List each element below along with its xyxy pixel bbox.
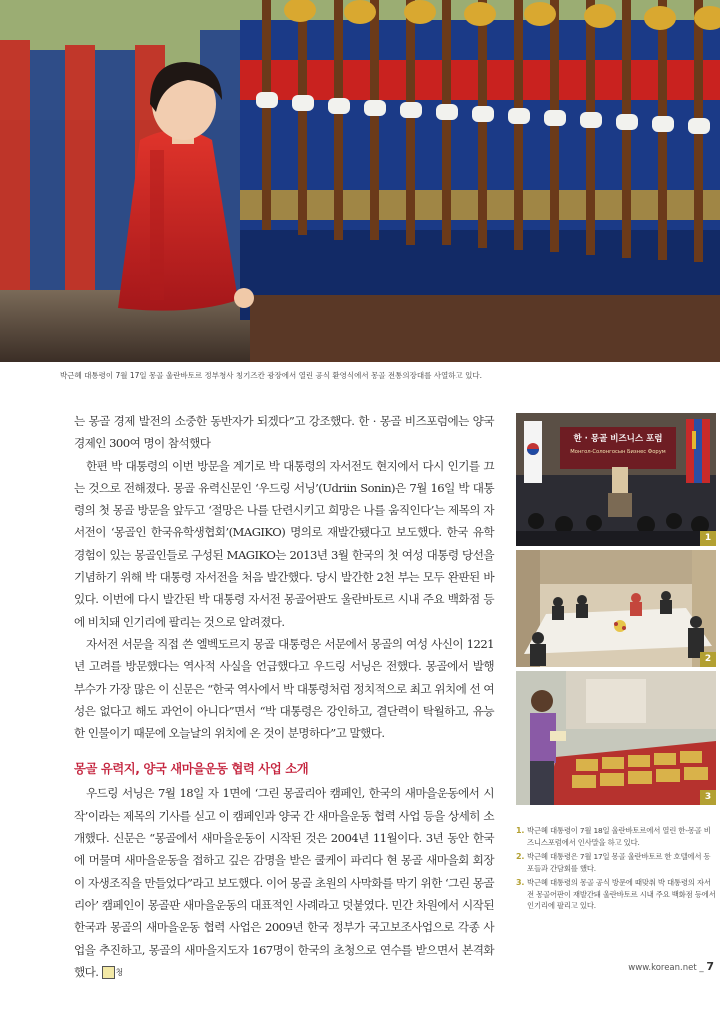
end-mark-icon: 청	[102, 966, 115, 979]
side-photo-3	[516, 671, 716, 805]
photo-captions	[516, 825, 716, 915]
banner-title: 한 · 몽골 비즈니스 포럼	[573, 434, 663, 444]
article-paragraph	[74, 782, 494, 983]
article-paragraph: 한편 박 대통령의 이번 방문을 계기로 박 대통령의 자서전도 현지에서 다시 인기를 끄는 것으로 전해졌다. 몽골 유력신문인 ‘우드링 서닝’(Udriin Sonin)은 7월 16일 박 대통령의 첫 몽골 방문을 앞두고 ‘절망은 나를 단련시키고 희망은 나를 움직인다’는 제목의 자서전이 ‘몽골인 한국유학생협회’(MAGIKO) 명의로 재발간됐다고 보도했다. 한국 유학 경험이 있는 몽골인들로 구성된 MAGIKO는 2013년 3월 한국의 첫 여성 대통령 당선을 기념하기 위해 박 대통령 자서전을 처음 발간했다. 당시 발간한 2천 부는 모두 완판된 바 있다. 이번에 다시 발간된 박 대통령 자서전 몽골어판도 울란바토르 시내 주요 백화점 등에 비치돼 인기리에 팔리는 것으로 알려졌다.	[74, 458, 494, 629]
photo-number-badge: 2	[700, 652, 716, 667]
reception-illustration	[516, 550, 716, 667]
photo-caption	[516, 825, 716, 848]
business-forum-illustration	[516, 413, 716, 546]
article-paragraph-text: 우드링 서닝은 7월 18일 자 1면에 ‘그린 몽골리아 캠페인, 한국의 새마을운동에서 시작’이라는 제목의 기사를 싣고 이 캠페인과 양국 간 새마을운동 협력 사업 등을 상세히 소개했다. 신문은 “몽골에서 새마을운동이 시작된 것은 2004년 11월이다. 3년 동안 한국에 머물며 새마을운동을 접하고 깊은 감명을 받은 쿨케이 파리다 현 몽골 새마을회 회장이 자생조직을 만들었다”라고 보도했다. 이어 몽골 초원의 사막화를 막기 위한 ‘그린 몽골리아’ 캠페인이 몽골판 새마을운동의 대표적인 사례라고 덧붙였다. 민간 차원에서 시작된 한국과 몽골의 새마을운동 협력 사업은 2009년 한국 정부가 국고보조사업으로 각종 사업을 추진하고, 몽골의 새마을지도자 167명이 한국의 초청으로 연수를 받으면서 본격화했다.	[74, 786, 494, 979]
honor-guard-illustration	[0, 0, 720, 362]
article-body	[74, 410, 494, 983]
side-photo-1	[516, 413, 716, 546]
photo-number-badge: 3	[700, 790, 716, 805]
caption-number: 1.	[516, 826, 525, 835]
side-photo-2	[516, 550, 716, 667]
page-footer: www.korean.net _ 7	[628, 960, 714, 973]
caption-text: 박근혜 대통령은 7월 17일 몽골 울란바토르 한 호텔에서 동포들과 간담회를 했다.	[527, 852, 711, 873]
banner-subtitle: Монгол-Солонгосын Бизнес Форум	[570, 449, 666, 455]
article-paragraph: 는 몽골 경제 발전의 소중한 동반자가 되겠다”고 강조했다. 한 · 몽골 비즈포럼에는 양국 경제인 300여 명이 참석했다	[74, 414, 494, 451]
bookstore-illustration	[516, 671, 716, 805]
hero-photo	[0, 0, 720, 362]
photo-number-badge: 1	[700, 531, 716, 546]
hero-caption: 박근혜 대통령이 7월 17일 몽골 울란바토르 정부청사 칭기즈칸 광장에서 열린 공식 환영식에서 몽골 전통의장대를 사열하고 있다.	[60, 371, 482, 380]
page-number: 7	[706, 960, 714, 973]
caption-text: 박근혜 대통령의 몽골 공식 방문에 때맞춰 박 대통령의 자서전 몽골어판이 재발간돼 울란바토르 시내 주요 백화점 등에서 인기리에 팔리고 있다.	[527, 878, 716, 910]
caption-number: 3.	[516, 878, 525, 887]
photo-caption	[516, 851, 716, 874]
article-paragraph: 자서전 서문을 직접 쓴 엘벡도르지 몽골 대통령은 서문에서 몽골의 여성 사신이 1221년 고려를 방문했다는 역사적 사실을 언급했다고 우드링 서닝은 전했다. 몽골에서 발행 부수가 가장 많은 이 신문은 “한국 역사에서 박 대통령처럼 정치적으로 최고 위치에 선 여성은 없다고 해도 과언이 아니다”면서 “박 대통령은 강인하고, 결단력이 탁월하고, 유능한 인물이기 때문에 오늘날의 위치에 온 것이 분명하다”고 말했다.	[74, 636, 494, 741]
footer-site-url: www.korean.net	[628, 963, 697, 973]
section-heading: 몽골 유력지, 양국 새마을운동 협력 사업 소개	[74, 762, 309, 777]
caption-number: 2.	[516, 852, 525, 861]
caption-text: 박근혜 대통령이 7월 18일 울란바토르에서 열린 한-몽골 비즈니스포럼에서 인사말을 하고 있다.	[527, 826, 711, 847]
photo-caption	[516, 877, 716, 912]
